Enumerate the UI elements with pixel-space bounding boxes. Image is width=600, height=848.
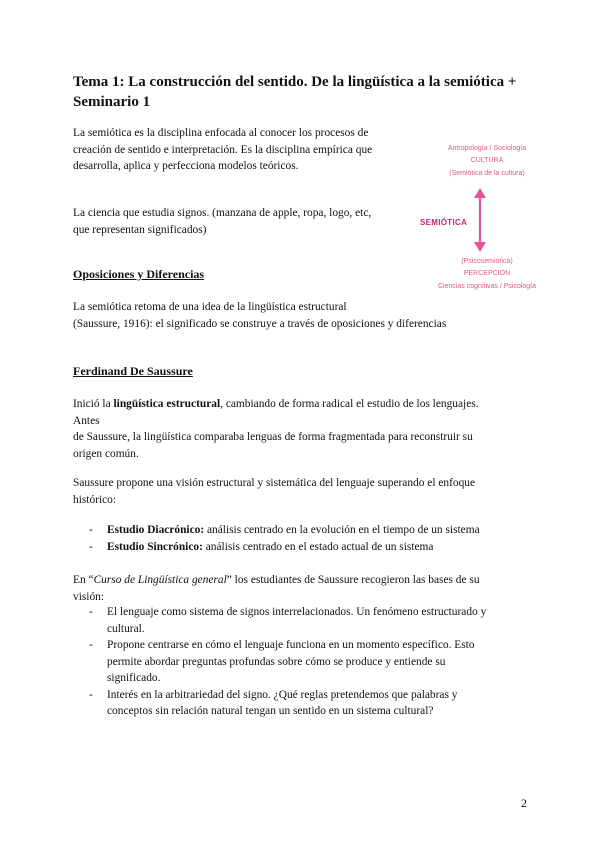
oposiciones-line: La semiótica retoma de una idea de la lingüística estructural <box>73 301 347 313</box>
saussure-p3-line <box>73 572 543 589</box>
diagram-top-line: CULTURA <box>470 157 504 164</box>
bullet-text: análisis centrado en el estado actual de un sistema <box>202 540 434 553</box>
p3-prefix: En “ <box>73 574 94 586</box>
diagram-bottom-line: PERCEPCIÓN <box>463 270 511 277</box>
vision-list <box>73 604 543 720</box>
saussure-paragraph-3 <box>73 572 543 605</box>
saussure-p2-line: Saussure propone una visión estructural y sistemática del lenguaje superando el enfoque <box>73 477 476 489</box>
p3-italic: Curso de Lingüística general <box>93 574 227 586</box>
saussure-p1-line: Antes <box>73 414 100 427</box>
saussure-p1-line <box>73 396 543 413</box>
list-item <box>73 522 543 539</box>
oposiciones-line: (Saussure, 1916): el significado se construye a través de oposiciones y diferencias <box>73 317 447 330</box>
diagram-bottom-line: Ciencias cognitivas / Psicología <box>437 283 537 290</box>
bullet-bold: Estudio Diacrónico: <box>107 524 205 536</box>
saussure-paragraph-1 <box>73 396 543 462</box>
list-item <box>73 637 543 687</box>
list-item-line: - El lenguaje como sistema de signos interrelacionados. Un fenómeno estructurado y <box>107 606 487 618</box>
diagram-top-line: (Semiótica de la cultura) <box>449 170 525 177</box>
page-title: Tema 1: La construcción del sentido. De la lingüística a la semiótica + Seminario 1 <box>73 74 517 110</box>
science-paragraph <box>73 205 403 238</box>
p1-bold: lingüística estructural <box>113 398 221 410</box>
intro-line: desarrolla, aplica y perfecciona modelos teóricos. <box>73 160 299 172</box>
list-item-line: cultural. <box>107 622 145 635</box>
saussure-p1-line: origen común. <box>73 447 139 460</box>
list-item-line: - Interés en la arbitrariedad del signo. ¿Qué reglas pretendemos que palabras y <box>107 688 458 701</box>
oposiciones-paragraph <box>73 299 543 332</box>
list-item-line: - Propone centrarse en cómo el lenguaje funciona en un momento específico. Esto <box>107 639 475 651</box>
p3-suffix: ” los estudiantes de Saussure recogieron las bases de su <box>226 574 480 586</box>
list-item-line: permite abordar preguntas profundas sobre cómo se produce y entiende su <box>107 655 446 668</box>
semiotics-diagram <box>412 140 562 300</box>
list-item <box>73 687 543 720</box>
list-item <box>73 604 543 637</box>
page-number: 2 <box>521 796 527 810</box>
saussure-paragraph-2 <box>73 475 543 508</box>
study-types-list <box>73 522 543 555</box>
diagram-bottom-line: (Psicosemiótica) <box>461 258 513 265</box>
diagram-center-label: SEMIÓTICA <box>420 218 468 227</box>
science-line: La ciencia que estudia signos. (manzana de apple, ropa, logo, etc, <box>73 207 372 219</box>
bullet-text: análisis centrado en la evolución en el tiempo de un sistema <box>204 524 480 536</box>
bullet-bold: Estudio Sincrónico: <box>107 540 203 553</box>
science-line: que representan significados) <box>73 223 207 236</box>
intro-paragraph <box>73 125 403 175</box>
list-item <box>73 539 543 556</box>
saussure-p2-line: histórico: <box>73 493 117 506</box>
diagram-top-line: Antropología / Sociología <box>447 145 527 152</box>
intro-line: creación de sentido e interpretación. Es la disciplina empírica que <box>73 143 373 156</box>
section-heading-oposiciones: Oposiciones y Diferencias <box>73 267 205 281</box>
section-heading-saussure: Ferdinand De Saussure <box>73 364 193 378</box>
intro-line: La semiótica es la disciplina enfocada al conocer los procesos de <box>73 127 369 139</box>
p1-suffix: , cambiando de forma radical el estudio de los lenguajes. <box>220 398 479 410</box>
saussure-p3-line: visión: <box>73 590 105 603</box>
list-item-line: significado. <box>107 672 161 684</box>
list-item-line: conceptos sin relación natural tengan un sentido en un sistema cultural? <box>107 705 434 717</box>
saussure-p1-line: de Saussure, la lingüística comparaba lenguas de forma fragmentada para reconstruir su <box>73 431 473 443</box>
p1-prefix: Inició la <box>73 398 114 410</box>
